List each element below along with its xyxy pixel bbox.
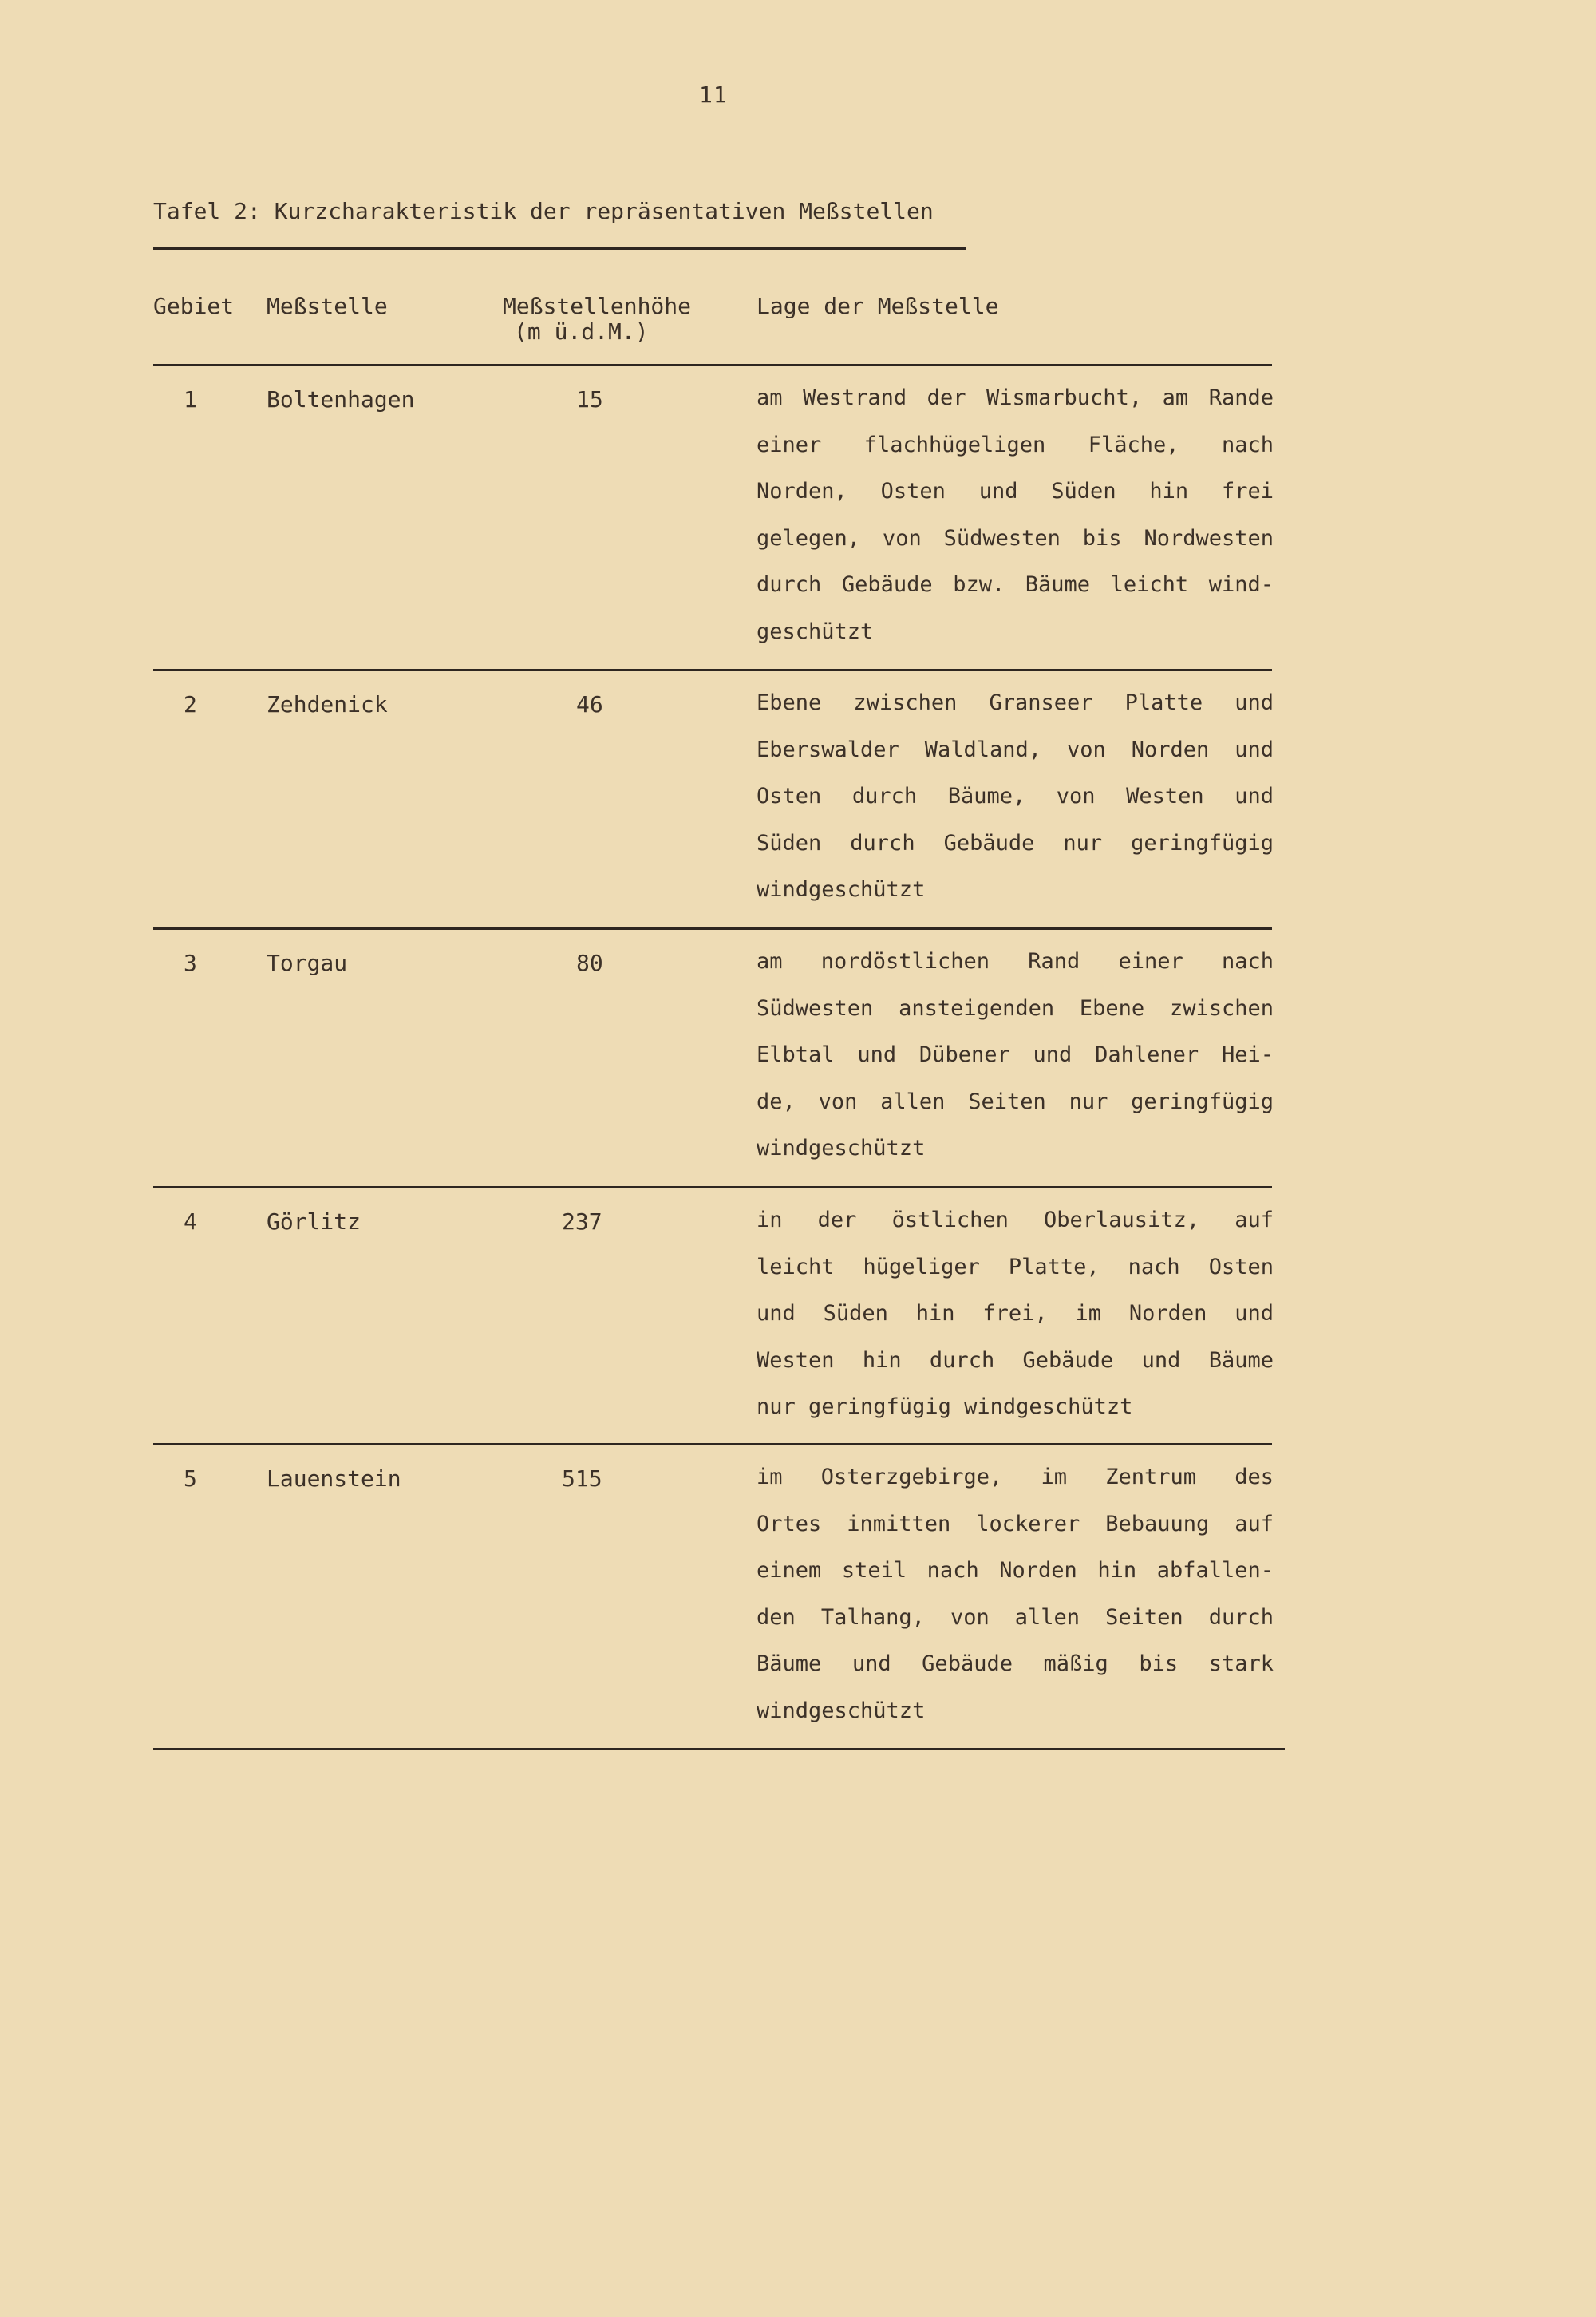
lage-line: in der östlichen Oberlausitz, auf bbox=[757, 1208, 1274, 1232]
lage-line: geschützt bbox=[757, 619, 874, 644]
lage-line: windgeschützt bbox=[757, 1136, 926, 1160]
row-rule bbox=[153, 927, 1272, 930]
row-gebiet: 3 bbox=[184, 950, 197, 976]
lage-line: Elbtal und Dübener und Dahlener Hei- bbox=[757, 1042, 1274, 1067]
row-lage bbox=[757, 375, 1274, 655]
row-messstelle: Görlitz bbox=[267, 1208, 361, 1235]
title-underline bbox=[153, 247, 966, 250]
row-messstelle: Zehdenick bbox=[267, 691, 388, 718]
row-gebiet: 2 bbox=[184, 691, 197, 718]
lage-line: Ortes inmitten lockerer Bebauung auf bbox=[757, 1511, 1274, 1536]
table-title: Tafel 2: Kurzcharakteristik der repräsentativen Meßstellen bbox=[153, 198, 934, 224]
lage-line: Ebene zwischen Granseer Platte und bbox=[757, 690, 1274, 715]
lage-line: am Westrand der Wismarbucht, am Rande bbox=[757, 386, 1274, 410]
lage-line: de, von allen Seiten nur geringfügig bbox=[757, 1089, 1274, 1114]
row-messstelle: Torgau bbox=[267, 950, 348, 976]
lage-line: Bäume und Gebäude mäßig bis stark bbox=[757, 1651, 1274, 1676]
lage-line: im Osterzgebirge, im Zentrum des bbox=[757, 1465, 1274, 1489]
row-gebiet: 5 bbox=[184, 1465, 197, 1492]
lage-line: einer flachhügeligen Fläche, nach bbox=[757, 432, 1274, 457]
lage-line: Süden durch Gebäude nur geringfügig bbox=[757, 830, 1274, 856]
lage-line: den Talhang, von allen Seiten durch bbox=[757, 1604, 1274, 1630]
row-hoehe: 46 bbox=[576, 691, 603, 718]
row-lage bbox=[757, 939, 1274, 1172]
header-hoehe-line1: Meßstellenhöhe bbox=[503, 293, 692, 319]
row-gebiet: 1 bbox=[184, 386, 197, 413]
lage-line: Norden, Osten und Süden hin frei bbox=[757, 479, 1274, 504]
row-hoehe: 15 bbox=[576, 386, 603, 413]
row-messstelle: Lauenstein bbox=[267, 1465, 401, 1492]
page-number: 11 bbox=[699, 81, 728, 108]
lage-line: und Süden hin frei, im Norden und bbox=[757, 1301, 1274, 1326]
row-rule bbox=[153, 669, 1272, 671]
row-rule bbox=[153, 1186, 1272, 1188]
lage-line: windgeschützt bbox=[757, 1698, 926, 1723]
header-messstelle: Meßstelle bbox=[267, 293, 388, 319]
row-lage bbox=[757, 1454, 1274, 1734]
row-hoehe: 515 bbox=[562, 1465, 602, 1492]
lage-line: nur geringfügig windgeschützt bbox=[757, 1394, 1133, 1419]
lage-line: am nordöstlichen Rand einer nach bbox=[757, 949, 1274, 974]
lage-line: Westen hin durch Gebäude und Bäume bbox=[757, 1347, 1274, 1373]
header-hoehe-line2: (m ü.d.M.) bbox=[514, 318, 649, 345]
row-gebiet: 4 bbox=[184, 1208, 197, 1235]
table-bottom-rule bbox=[153, 1748, 1285, 1750]
header-rule bbox=[153, 364, 1272, 366]
row-messstelle: Boltenhagen bbox=[267, 386, 415, 413]
row-rule bbox=[153, 1443, 1272, 1445]
header-lage: Lage der Meßstelle bbox=[757, 293, 999, 319]
header-hoehe bbox=[503, 294, 691, 345]
lage-line: durch Gebäude bzw. Bäume leicht wind- bbox=[757, 572, 1274, 597]
lage-line: Eberswalder Waldland, von Norden und bbox=[757, 737, 1274, 762]
row-hoehe: 237 bbox=[562, 1208, 602, 1235]
lage-line: einem steil nach Norden hin abfallen- bbox=[757, 1558, 1274, 1583]
row-hoehe: 80 bbox=[576, 950, 603, 976]
lage-line: Osten durch Bäume, von Westen und bbox=[757, 784, 1274, 809]
row-lage bbox=[757, 680, 1274, 914]
lage-line: Südwesten ansteigenden Ebene zwischen bbox=[757, 995, 1274, 1021]
lage-line: windgeschützt bbox=[757, 877, 926, 902]
row-lage bbox=[757, 1197, 1274, 1431]
lage-line: leicht hügeliger Platte, nach Osten bbox=[757, 1254, 1274, 1279]
header-gebiet: Gebiet bbox=[153, 293, 235, 319]
lage-line: gelegen, von Südwesten bis Nordwesten bbox=[757, 525, 1274, 551]
